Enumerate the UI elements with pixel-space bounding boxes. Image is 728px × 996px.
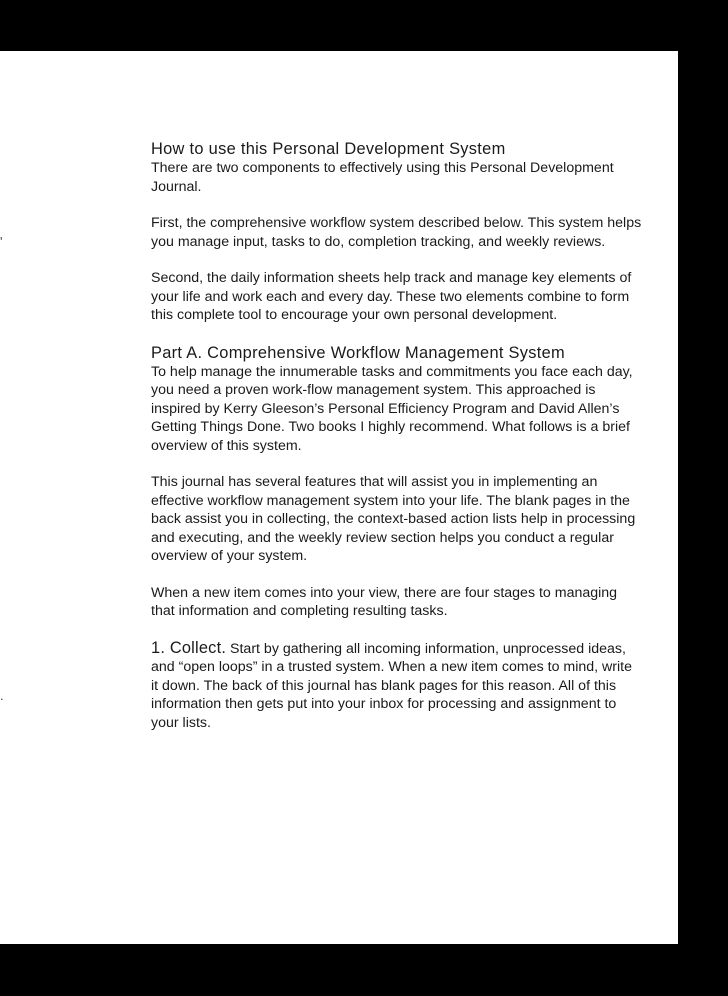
body-paragraph: When a new item comes into your view, there are four stages to managing that information and completing resulting tasks. (151, 584, 618, 619)
section-part-a (151, 343, 643, 621)
step-collect (151, 639, 643, 733)
document-page (0, 51, 678, 944)
cropped-edge-mark: ' (0, 234, 3, 249)
body-paragraph: There are two components to effectively using this Personal Development Journal. (151, 160, 614, 195)
cropped-edge-mark: . (0, 688, 4, 703)
body-paragraph: Second, the daily information sheets help track and manage key elements of your life and work each and every day. These two elements combine to form this complete tool to encourage your own personal development. (151, 270, 632, 323)
step-text: Start by gathering all incoming information, unprocessed ideas, and “open loops” in a trusted system. When a new item comes to mind, write it down. The back of this journal has blank pages for this reason. All of this information then gets put into your inbox for processing and assignment to your lists. (151, 640, 633, 731)
body-paragraph: First, the comprehensive workflow system described below. This system helps you manage input, tasks to do, completion tracking, and weekly reviews. (151, 215, 642, 250)
section-heading: How to use this Personal Development System (151, 140, 506, 158)
step-lead: 1. Collect. (151, 638, 227, 657)
section-heading: Part A. Comprehensive Workflow Management System (151, 343, 566, 362)
body-paragraph: To help manage the innumerable tasks and commitments you face each day, you need a proven work-flow management system. This approached is inspired by Kerry Gleeson’s Personal Efficiency Program and David Allen’s Getting Things Done. Two books I highly recommend. What follows is a brief overview of this system. (151, 363, 633, 454)
document-body (151, 139, 643, 750)
section-how-to-use (151, 139, 643, 325)
body-paragraph: This journal has several features that will assist you in implementing an effective workflow management system into your life. The blank pages in the back assist you in collecting, the context-based action lists help in processing and executing, and the weekly review section helps you conduct a regular overview of your system. (151, 474, 636, 564)
